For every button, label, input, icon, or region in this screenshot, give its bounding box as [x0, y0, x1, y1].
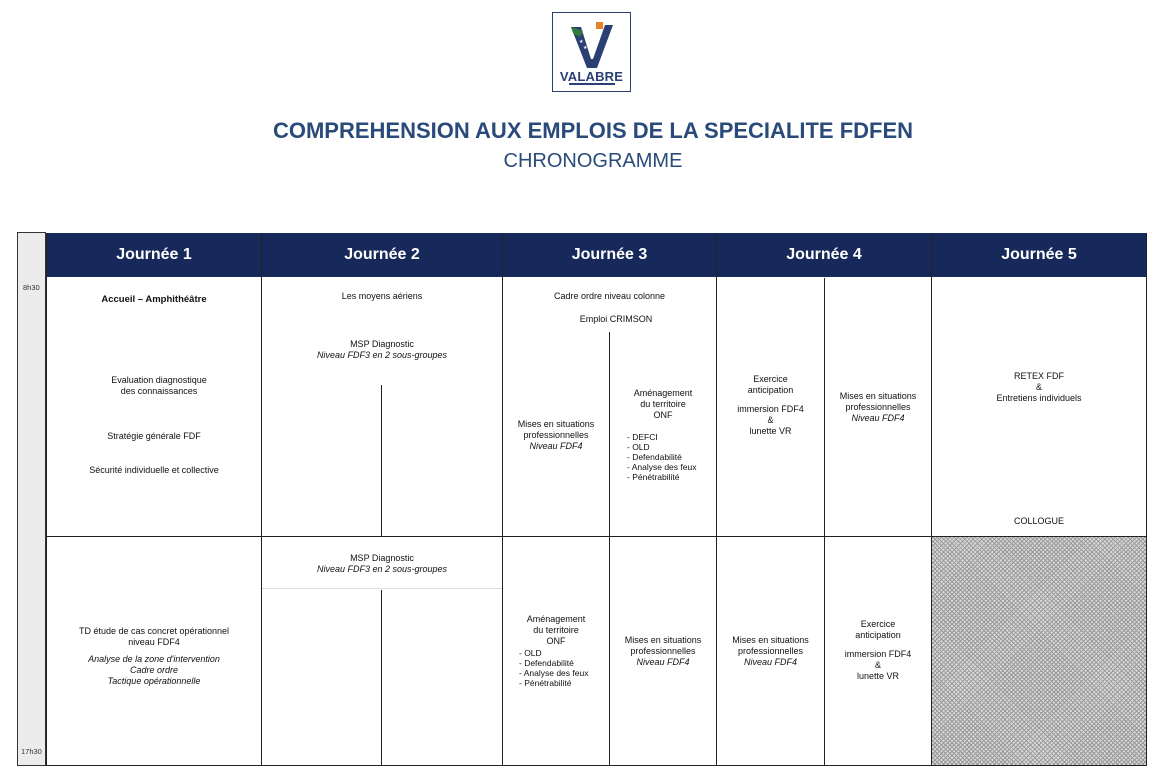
j4-exercice-anticipation-pm: Exercice anticipation immersion FDF4 & lunette VR — [844, 619, 912, 681]
j1-evaluation: Evaluation diagnostique des connaissances — [111, 375, 207, 396]
j2-msp-diagnostic-pm: MSP Diagnostic Niveau FDF3 en 2 sous-groupes — [316, 553, 448, 574]
header-day-5: Journée 5 — [932, 233, 1146, 277]
empty-hatched-cell — [932, 537, 1146, 766]
j3-mises-situations: Mises en situations professionnelles Niveau FDF4 — [517, 419, 595, 451]
j4-mises-situations: Mises en situations professionnelles Niveau FDF4 — [839, 391, 917, 423]
valabre-logo — [552, 12, 631, 92]
j3-amenagement-pm-list: - OLD - Defendabilité - Analyse des feux - Pénétrabilité — [519, 648, 589, 688]
svg-text:★: ★ — [579, 39, 584, 45]
page-subtitle: CHRONOGRAMME — [503, 150, 683, 172]
j4-mises-situations-pm: Mises en situations professionnelles Niveau FDF4 — [732, 635, 809, 667]
logo-text: VALABRE — [559, 69, 624, 84]
j4-exercice-anticipation: Exercice anticipation immersion FDF4 & lunette VR — [737, 374, 804, 436]
j1-accueil: Accueil – Amphithéâtre — [101, 294, 207, 305]
j3-crimson: Emploi CRIMSON — [579, 314, 653, 324]
j3-amenagement: Aménagement du territoire ONF — [633, 388, 693, 420]
j3-amenagement-pm: Aménagement du territoire ONF — [526, 614, 586, 646]
header-day-1: Journée 1 — [47, 233, 261, 277]
svg-text:★: ★ — [583, 45, 588, 51]
j3-mises-situations-pm: Mises en situations professionnelles Niveau FDF4 — [624, 635, 702, 667]
time-column — [17, 232, 46, 766]
j2-moyens-aeriens: Les moyens aériens — [341, 291, 423, 301]
j1-securite: Sécurité individuelle et collective — [89, 465, 219, 475]
j2-msp-diagnostic: MSP Diagnostic Niveau FDF3 en 2 sous-groupes — [316, 339, 448, 360]
time-end: 17h30 — [21, 747, 42, 756]
header-day-3: Journée 3 — [503, 233, 716, 277]
j3-cadre-ordre: Cadre ordre niveau colonne — [553, 291, 666, 301]
j1-td-etude: TD étude de cas concret opérationnel niveau FDF4 Analyse de la zone d'intervention Cadre ordre Tactique opérationnelle — [78, 626, 230, 686]
j5-colloque: COLLOGUE — [1013, 516, 1064, 526]
j1-strategie: Stratégie générale FDF — [107, 431, 201, 441]
page-title: COMPREHENSION AUX EMPLOIS DE LA SPECIALITE FDFEN — [272, 118, 914, 143]
j3-amenagement-list: - DEFCI - OLD - Defendabilité - Analyse des feux - Pénétrabilité — [627, 432, 697, 482]
header-day-4: Journée 4 — [717, 233, 931, 277]
j5-retex: RETEX FDF & Entretiens individuels — [996, 371, 1082, 403]
time-start: 8h30 — [23, 283, 40, 292]
header-day-2: Journée 2 — [262, 233, 502, 277]
